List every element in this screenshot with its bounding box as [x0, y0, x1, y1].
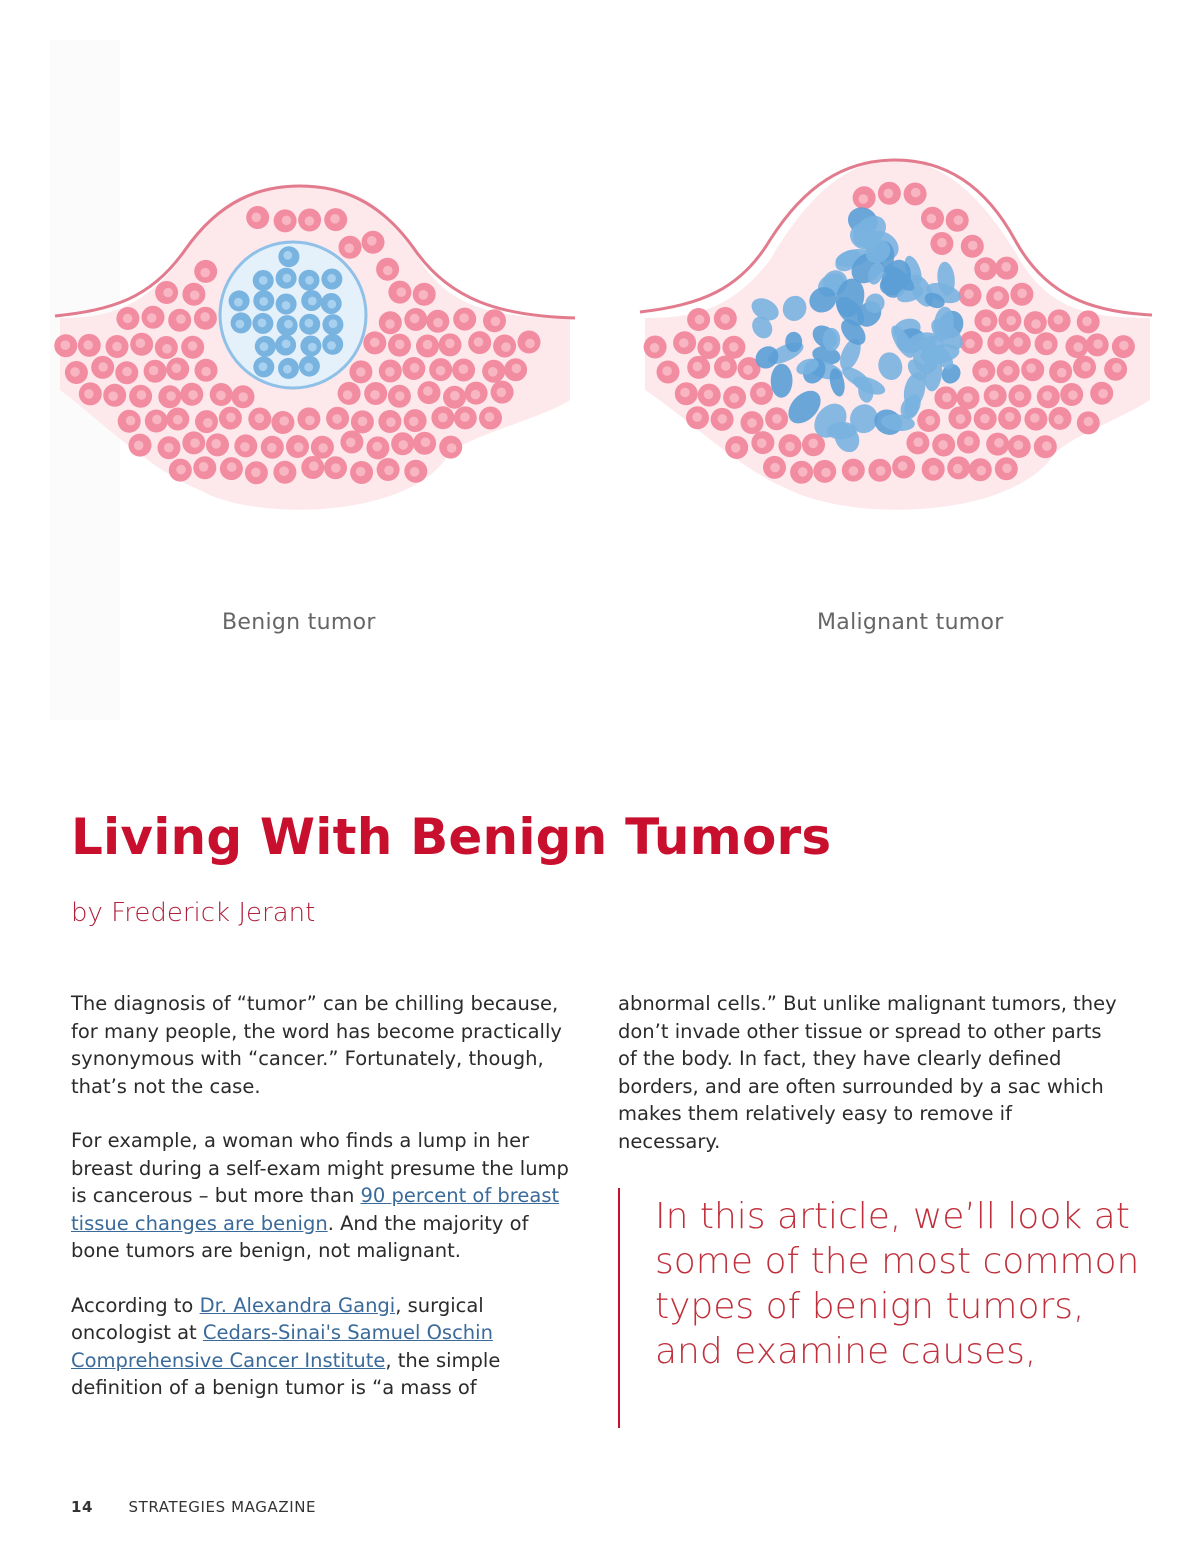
paragraph-text: For example, a woman who finds a lump in her breast during a self-exam might presume the lump is cancerous – but more than [71, 1129, 569, 1207]
paragraph-example [71, 1127, 581, 1265]
healthy-cell-nucleus [747, 418, 757, 428]
dr-gangi-link[interactable]: Dr. Alexandra Gangi [199, 1293, 396, 1317]
healthy-cell-nucleus [1112, 363, 1122, 373]
healthy-cell-nucleus [956, 414, 966, 424]
healthy-cell-nucleus [497, 388, 507, 398]
healthy-cell-nucleus [1082, 317, 1092, 327]
healthy-cell-nucleus [942, 393, 952, 403]
healthy-cell-nucleus [166, 391, 176, 401]
healthy-cell-nucleus [318, 443, 328, 453]
healthy-cell-nucleus [419, 290, 429, 300]
healthy-cell-nucleus [1068, 390, 1078, 400]
healthy-cell-nucleus [798, 467, 808, 477]
tumor-cell-nucleus [327, 274, 336, 283]
healthy-cell-nucleus [123, 314, 133, 324]
healthy-cell-nucleus [989, 390, 999, 400]
healthy-cell-nucleus [367, 236, 377, 246]
healthy-cell-nucleus [309, 461, 319, 471]
healthy-cell-nucleus [965, 339, 975, 349]
healthy-cell-nucleus [1098, 389, 1108, 399]
tumor-cell-nucleus [234, 298, 243, 307]
healthy-cell-nucleus [980, 263, 990, 273]
benign-tumor-caption: Benign tumor [222, 610, 376, 635]
tumor-cell-nucleus [308, 343, 317, 352]
healthy-cell-nucleus [1042, 441, 1052, 451]
healthy-cell-nucleus [1084, 417, 1094, 427]
healthy-cell-nucleus [279, 466, 289, 476]
healthy-cell-nucleus [1005, 412, 1015, 422]
healthy-cell-nucleus [1017, 289, 1027, 299]
tumor-cell-nucleus [259, 297, 268, 306]
healthy-cell-nucleus [436, 366, 446, 376]
healthy-cell-nucleus [911, 188, 921, 198]
healthy-cell-nucleus [238, 392, 248, 402]
tumor-cell-nucleus [258, 319, 267, 328]
healthy-cell-nucleus [703, 342, 713, 352]
healthy-cell-nucleus [938, 440, 948, 450]
healthy-cell-nucleus [927, 214, 937, 224]
healthy-cell-nucleus [471, 390, 481, 400]
healthy-cell-nucleus [1073, 342, 1083, 352]
paragraph-text: , the simple definition of a benign tumor is “a mass of [71, 1348, 501, 1399]
healthy-cell-nucleus [718, 414, 728, 424]
healthy-cell-nucleus [372, 442, 382, 452]
healthy-cell-nucleus [395, 391, 405, 401]
healthy-cell-nucleus [98, 362, 108, 372]
healthy-cell-nucleus [993, 291, 1003, 301]
tumor-cell-nucleus [282, 301, 291, 310]
healthy-cell-nucleus [937, 238, 947, 248]
healthy-cell-nucleus [164, 443, 174, 453]
healthy-cell-nucleus [445, 339, 455, 349]
healthy-cell-nucleus [859, 194, 869, 204]
tumor-cell-nucleus [260, 342, 269, 351]
healthy-cell-nucleus [914, 437, 924, 447]
healthy-cell-nucleus [384, 466, 394, 476]
tumor-cell-nucleus [308, 297, 317, 306]
healthy-cell-nucleus [305, 216, 315, 226]
healthy-cell-nucleus [994, 438, 1004, 448]
healthy-cell-nucleus [134, 441, 144, 451]
malignant-tumor-caption: Malignant tumor [817, 610, 1004, 635]
healthy-cell-nucleus [491, 317, 501, 327]
healthy-cell-nucleus [808, 439, 818, 449]
tumor-cell-nucleus [283, 251, 292, 260]
healthy-cell-nucleus [1081, 362, 1091, 372]
healthy-cell-nucleus [1003, 366, 1013, 376]
tumor-cell-nucleus [304, 363, 313, 372]
healthy-cell-nucleus [112, 342, 122, 352]
page-footer [71, 1498, 316, 1516]
healthy-cell-nucleus [332, 414, 342, 424]
healthy-cell-nucleus [876, 466, 886, 476]
healthy-cell-nucleus [662, 366, 672, 376]
healthy-cell-nucleus [330, 214, 340, 224]
healthy-cell-nucleus [137, 390, 147, 400]
healthy-cell-nucleus [770, 463, 780, 473]
healthy-cell-nucleus [385, 367, 395, 377]
healthy-cell-nucleus [459, 364, 469, 374]
healthy-cell-nucleus [356, 467, 366, 477]
tumor-cell-nucleus [282, 340, 291, 349]
healthy-cell-nucleus [1001, 262, 1011, 272]
healthy-cell-nucleus [346, 438, 356, 448]
benign-tumor-diagram [54, 185, 575, 510]
tumor-cell-nucleus [259, 276, 268, 285]
tumor-cell-nucleus [236, 320, 245, 329]
healthy-cell-nucleus [979, 368, 989, 378]
healthy-cell-nucleus [1026, 363, 1036, 373]
healthy-cell-nucleus [704, 390, 714, 400]
healthy-cell-nucleus [343, 390, 353, 400]
healthy-cell-nucleus [386, 417, 396, 427]
healthy-cell-nucleus [423, 340, 433, 350]
paragraph-intro: The diagnosis of “tumor” can be chilling because, for many people, the word has become practically synonymous with “cancer.” Fortunately, though, that’s not the case. [71, 992, 562, 1098]
healthy-cell-nucleus [994, 337, 1004, 347]
healthy-cell-nucleus [83, 340, 93, 350]
healthy-cell-nucleus [410, 314, 420, 324]
healthy-cell-nucleus [720, 314, 730, 324]
healthy-cell-nucleus [226, 413, 236, 423]
healthy-cell-nucleus [147, 313, 157, 323]
healthy-cell-nucleus [216, 391, 226, 401]
healthy-cell-nucleus [356, 367, 366, 377]
pull-quote [618, 1188, 1140, 1428]
healthy-cell-nucleus [152, 415, 162, 425]
healthy-cell-nucleus [211, 439, 221, 449]
healthy-cell-nucleus [305, 416, 315, 426]
article-title: Living With Benign Tumors [71, 808, 832, 866]
malignant-cell [823, 328, 840, 351]
healthy-cell-nucleus [1015, 391, 1025, 401]
healthy-cell-nucleus [488, 367, 498, 377]
healthy-cell-nucleus [925, 416, 935, 426]
pull-quote-text: In this article, we’ll look at some of the most common types of benign tumors, and examine causes, [655, 1196, 1140, 1372]
healthy-cell-nucleus [1043, 391, 1053, 401]
healthy-cell-nucleus [743, 365, 753, 375]
healthy-cell-nucleus [227, 462, 237, 472]
healthy-cell-nucleus [977, 466, 987, 476]
healthy-cell-nucleus [757, 438, 767, 448]
healthy-cell-nucleus [729, 342, 739, 352]
healthy-cell-nucleus [383, 266, 393, 276]
healthy-cell-nucleus [61, 340, 71, 350]
healthy-cell-nucleus [450, 391, 460, 401]
article-byline: by Frederick Jerant [71, 898, 316, 928]
healthy-cell-nucleus [176, 314, 186, 324]
healthy-cell-nucleus [409, 417, 419, 427]
healthy-cell-nucleus [898, 461, 908, 471]
healthy-cell-nucleus [459, 313, 469, 323]
healthy-cell-nucleus [460, 412, 470, 422]
healthy-cell-nucleus [772, 414, 782, 424]
healthy-cell-nucleus [501, 342, 511, 352]
healthy-cell-nucleus [267, 443, 277, 453]
healthy-cell-nucleus [929, 465, 939, 475]
healthy-cell-nucleus [279, 416, 289, 426]
paragraph-text: . And the majority of bone tumors are benign, not malignant. [71, 1211, 529, 1262]
healthy-cell-nucleus [1014, 337, 1024, 347]
article-column-right [618, 990, 1118, 1182]
healthy-cell-nucleus [410, 363, 420, 373]
healthy-cell-nucleus [255, 414, 265, 424]
healthy-cell-nucleus [331, 463, 341, 473]
healthy-cell-nucleus [963, 393, 973, 403]
healthy-cell-nucleus [149, 366, 159, 376]
healthy-cell-nucleus [370, 390, 380, 400]
tumor-cell-nucleus [259, 362, 268, 371]
healthy-cell-nucleus [251, 213, 261, 223]
healthy-cell-nucleus [108, 391, 118, 401]
healthy-cell-nucleus [680, 388, 690, 398]
tumor-cell-nucleus [305, 276, 314, 285]
healthy-cell-nucleus [512, 364, 522, 374]
tumor-cell-nucleus [283, 274, 292, 283]
healthy-cell-nucleus [785, 442, 795, 452]
healthy-cell-nucleus [884, 189, 894, 199]
healthy-cell-nucleus [731, 443, 741, 453]
healthy-cell-nucleus [395, 340, 405, 350]
tumor-cell-nucleus [329, 319, 338, 328]
tumor-cell-nucleus [327, 341, 336, 350]
healthy-cell-nucleus [953, 464, 963, 474]
healthy-cell-nucleus [282, 216, 292, 226]
healthy-cell-nucleus [447, 443, 457, 453]
healthy-cell-nucleus [1030, 413, 1040, 423]
healthy-cell-nucleus [474, 337, 484, 347]
healthy-cell-nucleus [1043, 340, 1053, 350]
healthy-cell-nucleus [190, 290, 200, 300]
healthy-cell-nucleus [695, 315, 705, 325]
healthy-cell-nucleus [1054, 415, 1064, 425]
healthy-cell-nucleus [163, 288, 173, 298]
healthy-cell-nucleus [821, 468, 831, 478]
healthy-cell-nucleus [423, 386, 433, 396]
healthy-cell-nucleus [1057, 368, 1067, 378]
healthy-cell-nucleus [525, 339, 535, 349]
tumor-cell-nucleus [284, 320, 293, 329]
healthy-cell-nucleus [964, 289, 974, 299]
healthy-cell-nucleus [344, 243, 354, 253]
healthy-cell-nucleus [199, 462, 209, 472]
healthy-cell-nucleus [200, 268, 210, 278]
healthy-cell-nucleus [294, 442, 304, 452]
tumor-cell-nucleus [305, 319, 314, 328]
cancer-institute-link[interactable]: Cedars-Sinai's Samuel Oschin Comprehensive Cancer Institute [71, 1321, 493, 1372]
healthy-cell-nucleus [70, 367, 80, 377]
healthy-cell-nucleus [162, 344, 172, 354]
healthy-cell-nucleus [692, 412, 702, 422]
healthy-cell-nucleus [1054, 315, 1064, 325]
healthy-cell-nucleus [190, 438, 200, 448]
healthy-cell-nucleus [126, 416, 136, 426]
healthy-cell-nucleus [203, 418, 213, 428]
healthy-cell-nucleus [188, 390, 198, 400]
healthy-cell-nucleus [1031, 319, 1041, 329]
healthy-cell-nucleus [398, 440, 408, 450]
healthy-cell-nucleus [1093, 339, 1103, 349]
healthy-cell-nucleus [385, 319, 395, 329]
healthy-cell-nucleus [980, 414, 990, 424]
healthy-cell-nucleus [173, 415, 183, 425]
healthy-cell-nucleus [188, 341, 198, 351]
healthy-cell-nucleus [968, 241, 978, 251]
malignant-cell [785, 332, 802, 352]
healthy-cell-nucleus [122, 367, 132, 377]
healthy-cell-nucleus [756, 388, 766, 398]
page-number: 14 [71, 1498, 94, 1516]
healthy-cell-nucleus [693, 362, 703, 372]
healthy-cell-nucleus [201, 367, 211, 377]
healthy-cell-nucleus [650, 343, 660, 353]
healthy-cell-nucleus [964, 436, 974, 446]
paragraph-continuation: abnormal cells.” But unlike malignant tumors, they don’t invade other tissue or spread to other parts of the body. In fact, they have clearly defined borders, and are often surrounded by a sac which makes them relatively easy to remove if necessary. [618, 992, 1117, 1153]
healthy-cell-nucleus [730, 393, 740, 403]
paragraph-definition [71, 1292, 581, 1402]
healthy-cell-nucleus [421, 437, 431, 447]
healthy-cell-nucleus [982, 317, 992, 327]
healthy-cell-nucleus [721, 361, 731, 371]
healthy-cell-nucleus [1002, 464, 1012, 474]
tumor-cell-nucleus [283, 365, 292, 374]
healthy-cell-nucleus [176, 465, 186, 475]
breast-tissue-stats-link[interactable]: 90 percent of breast tissue changes are benign [71, 1184, 560, 1235]
healthy-cell-nucleus [679, 338, 689, 348]
paragraph-text: According to [71, 1293, 200, 1317]
healthy-cell-nucleus [172, 363, 182, 373]
tumor-illustration [0, 0, 1200, 720]
healthy-cell-nucleus [251, 468, 261, 478]
paragraph-text: , surgical oncologist at [71, 1293, 484, 1344]
healthy-cell-nucleus [370, 338, 380, 348]
healthy-cell-nucleus [240, 442, 250, 452]
healthy-cell-nucleus [410, 467, 420, 477]
healthy-cell-nucleus [1006, 316, 1016, 326]
healthy-cell-nucleus [136, 338, 146, 348]
healthy-cell-nucleus [849, 466, 859, 476]
healthy-cell-nucleus [200, 312, 210, 322]
healthy-cell-nucleus [84, 389, 94, 399]
tumor-cell-nucleus [327, 300, 336, 309]
healthy-cell-nucleus [1119, 341, 1129, 351]
healthy-cell-nucleus [397, 287, 407, 297]
malignant-tumor-diagram [640, 160, 1152, 510]
healthy-cell-nucleus [954, 215, 964, 225]
publication-name: STRATEGIES MAGAZINE [128, 1498, 317, 1516]
healthy-cell-nucleus [1014, 440, 1024, 450]
article-column-left [71, 990, 581, 1429]
healthy-cell-nucleus [433, 318, 443, 328]
healthy-cell-nucleus [485, 412, 495, 422]
healthy-cell-nucleus [438, 413, 448, 423]
healthy-cell-nucleus [358, 417, 368, 427]
